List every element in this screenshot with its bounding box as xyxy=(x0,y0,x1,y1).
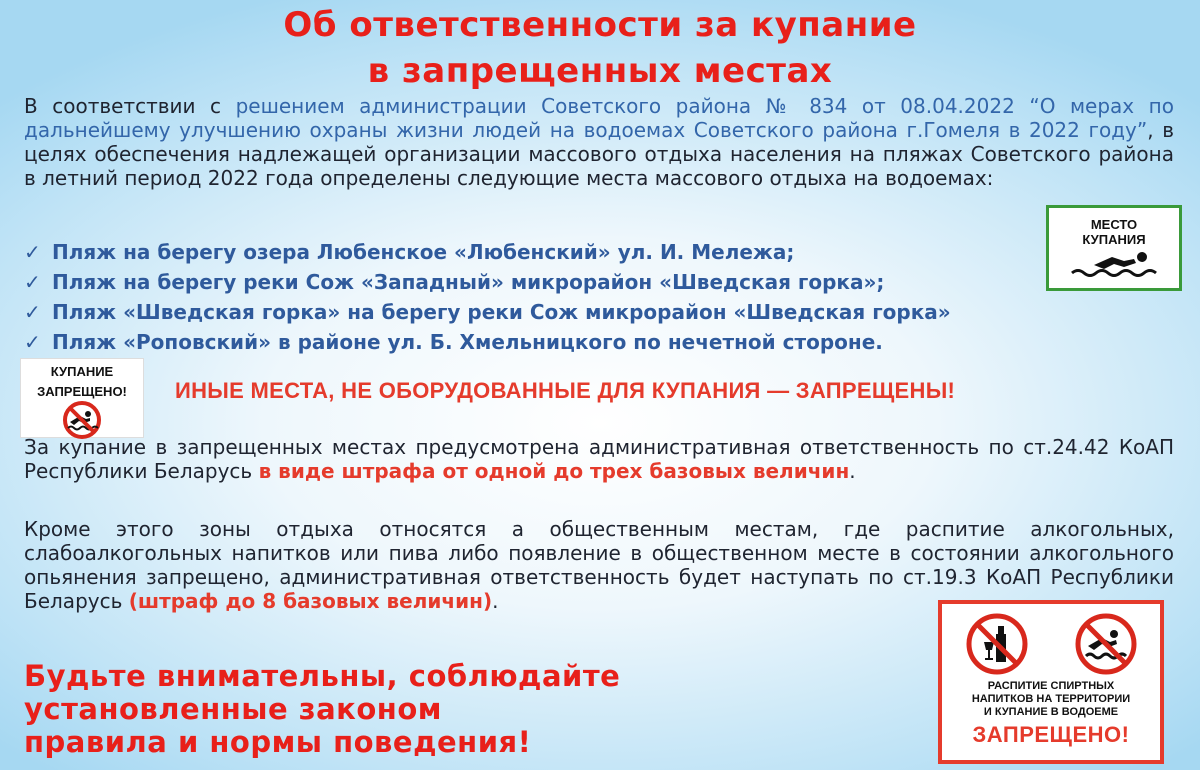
intro-paragraph xyxy=(24,94,1174,190)
alcohol-and-swim-ban-sign xyxy=(938,600,1164,764)
no-swimming-icon xyxy=(1074,612,1138,676)
swim-place-sign-line-1: МЕСТО xyxy=(1090,217,1138,232)
beach-item-2: Пляж на берегу реки Сож «Западный» микрорайон «Шведская горка»; xyxy=(52,270,885,294)
ban-icons-row xyxy=(942,612,1160,676)
closing-message xyxy=(24,660,620,759)
swimmer-icon xyxy=(1064,247,1164,283)
check-icon: ✓ xyxy=(24,270,41,294)
page-title xyxy=(0,2,1200,94)
intro-text-start: В соответствии с xyxy=(24,94,236,118)
beach-item-3: Пляж «Шведская горка» на берегу реки Сож микрорайон «Шведская горка» xyxy=(52,300,951,324)
liability-end: . xyxy=(849,459,856,483)
check-icon: ✓ xyxy=(24,300,41,324)
alcohol-text: Кроме этого зоны отдыха относятся а общественным местам, где распитие алкогольных, слабоалкогольных напитков или пива либо появление в общественном месте в состоянии алкогольного опьянения запрещено, административная ответственность будет наступать по ст.19.3 КоАП Республики Беларусь xyxy=(24,517,1174,613)
beach-item-4: Пляж «Роповский» в районе ул. Б. Хмельницкого по нечетной стороне. xyxy=(52,330,883,354)
combined-sign-line-2: НАПИТКОВ НА ТЕРРИТОРИИ xyxy=(971,693,1131,705)
check-icon: ✓ xyxy=(24,330,41,354)
combined-sign-line-1: РАСПИТИЕ СПИРТНЫХ xyxy=(987,680,1115,692)
list-item xyxy=(24,267,951,297)
combined-sign-line-3: И КУПАНИЕ В ВОДОЕМЕ xyxy=(983,706,1119,718)
check-icon: ✓ xyxy=(24,240,41,264)
swim-banned-sign xyxy=(20,358,144,438)
list-item xyxy=(24,297,951,327)
swim-fine-text: в виде штрафа от одной до трех базовых величин xyxy=(258,459,850,483)
list-item xyxy=(24,327,951,357)
swim-place-sign-line-2: КУПАНИЯ xyxy=(1082,232,1146,247)
beach-item-1: Пляж на берегу озера Любенское «Любенский» ул. И. Мележа; xyxy=(52,240,795,264)
no-swimming-icon xyxy=(60,400,104,440)
no-alcohol-icon xyxy=(965,612,1029,676)
swim-place-sign xyxy=(1046,205,1182,291)
combined-sign-banner: ЗАПРЕЩЕНО! xyxy=(972,722,1130,747)
decision-reference: решением администрации Советского района № 834 от 08.04.2022 “О мерах по дальнейшему улучшению охраны жизни людей на водоемах Советского района г.Гомеля в 2022 году” xyxy=(24,94,1174,142)
liability-text: За купание в запрещенных местах предусмотрена административная ответственность по ст.24.42 КоАП Республики Беларусь xyxy=(24,435,1174,483)
title-line-1: Об ответственности за купание xyxy=(283,5,917,45)
closing-line-3: правила и нормы поведения! xyxy=(24,725,532,759)
intro-text-end: , в целях обеспечения надлежащей организации массового отдыха населения на пляжах Советского района в летний период 2022 года определены следующие места массового отдыха на водоемах: xyxy=(24,118,1174,190)
alcohol-fine-text: (штраф до 8 базовых величин) xyxy=(128,589,493,613)
warning-banner: ИНЫЕ МЕСТА, НЕ ОБОРУДОВАННЫЕ ДЛЯ КУПАНИЯ — ЗАПРЕЩЕНЫ! xyxy=(175,378,956,403)
alcohol-paragraph xyxy=(24,517,1174,613)
list-item xyxy=(24,237,951,267)
alcohol-end: . xyxy=(492,589,499,613)
liability-paragraph xyxy=(24,435,1174,483)
title-line-2: в запрещенных местах xyxy=(367,51,833,91)
closing-line-1: Будьте внимательны, соблюдайте xyxy=(24,659,621,693)
swim-banned-sign-line-2: ЗАПРЕЩЕНО! xyxy=(37,384,127,399)
closing-line-2: установленные законом xyxy=(24,692,442,726)
beach-list xyxy=(24,237,951,357)
swim-banned-sign-line-1: КУПАНИЕ xyxy=(50,364,114,379)
